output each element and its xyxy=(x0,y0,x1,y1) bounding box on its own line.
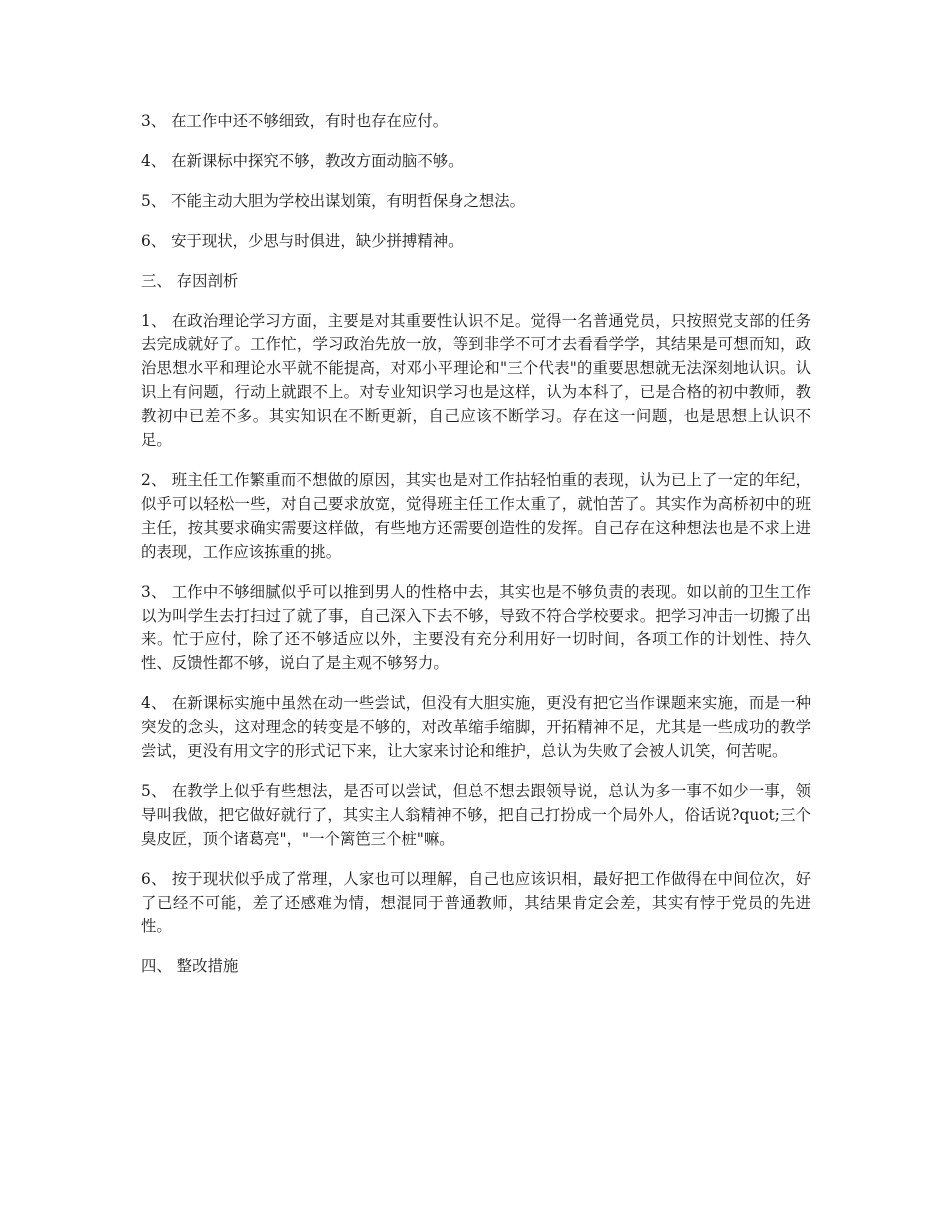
paragraph: 5、 在教学上似乎有些想法，是否可以尝试，但总不想去跟领导说，总认为多一事不如少一事，领导叫我做，把它做好就行了，其实主人翁精神不够，把自己打扮成一个局外人，俗话说?quot;三个臭皮匠，顶个诸葛亮"，"一个篱笆三个桩"嘛。 xyxy=(141,781,811,848)
list-item: 4、 在新课标中探究不够，教改方面动脑不够。 xyxy=(141,151,464,170)
section-heading-rectification: 四、 整改措施 xyxy=(141,957,239,976)
list-item: 5、 不能主动大胆为学校出谋划策，有明哲保身之想法。 xyxy=(141,191,526,210)
paragraph: 2、 班主任工作繁重而不想做的原因，其实也是对工作拈轻怕重的表现，认为已上了一定的年纪，似乎可以轻松一些，对自己要求放宽，觉得班主任工作太重了，就怕苦了。其实作为高桥初中的班主任，按其要求确实需要这样做，有些地方还需要创造性的发挥。自己存在这种想法也是不求上进的表现，工作应该拣重的挑。 xyxy=(141,470,811,561)
paragraph: 6、 按于现状似乎成了常理，人家也可以理解，自己也应该识相，最好把工作做得在中间位次，好了已经不可能，差了还感难为情，想混同于普通教师，其结果肯定会差，其实有悖于党员的先进性。 xyxy=(141,869,811,936)
paragraph: 4、 在新课标实施中虽然在动一些尝试，但没有大胆实施，更没有把它当作课题来实施，而是一种突发的念头，这对理念的转变是不够的，对改革缩手缩脚，开拓精神不足，尤其是一些成功的教学尝试，更没有用文字的形式记下来，让大家来讨论和维护，总认为失败了会被人讥笑，何苦呢。 xyxy=(141,694,811,761)
list-item: 3、 在工作中还不够细致，有时也存在应付。 xyxy=(141,112,449,130)
paragraph: 3、 工作中不够细腻似乎可以推到男人的性格中去，其实也是不够负责的表现。如以前的卫生工作以为叫学生去打扫过了就了事，自己深入下去不够，导致不符合学校要求。把学习冲击一切搬了出来。忙于应付，除了还不够适应以外，主要没有充分利用好一切时间，各项工作的计划性、持久性、反馈性都不够，说白了是主观不够努力。 xyxy=(141,582,811,673)
section-heading-cause-analysis: 三、 存因剖析 xyxy=(141,271,239,290)
document-body xyxy=(141,110,811,995)
paragraph: 1、 在政治理论学习方面，主要是对其重要性认识不足。觉得一名普通党员，只按照党支部的任务去完成就好了。工作忙，学习政治先放一放，等到非学不可才去看看学学，其结果是可想而知，政治思想水平和理论水平就不能提高，对邓小平理论和"三个代表"的重要思想就无法深刻地认识。认识上有问题，行动上就跟不上。对专业知识学习也是这样，认为本科了，已是合格的初中教师，教教初中已差不多。其实知识在不断更新，自己应该不断学习。存在这一问题，也是思想上认识不足。 xyxy=(141,311,811,450)
list-item: 6、 安于现状，少思与时俱进，缺少拼搏精神。 xyxy=(141,231,464,250)
